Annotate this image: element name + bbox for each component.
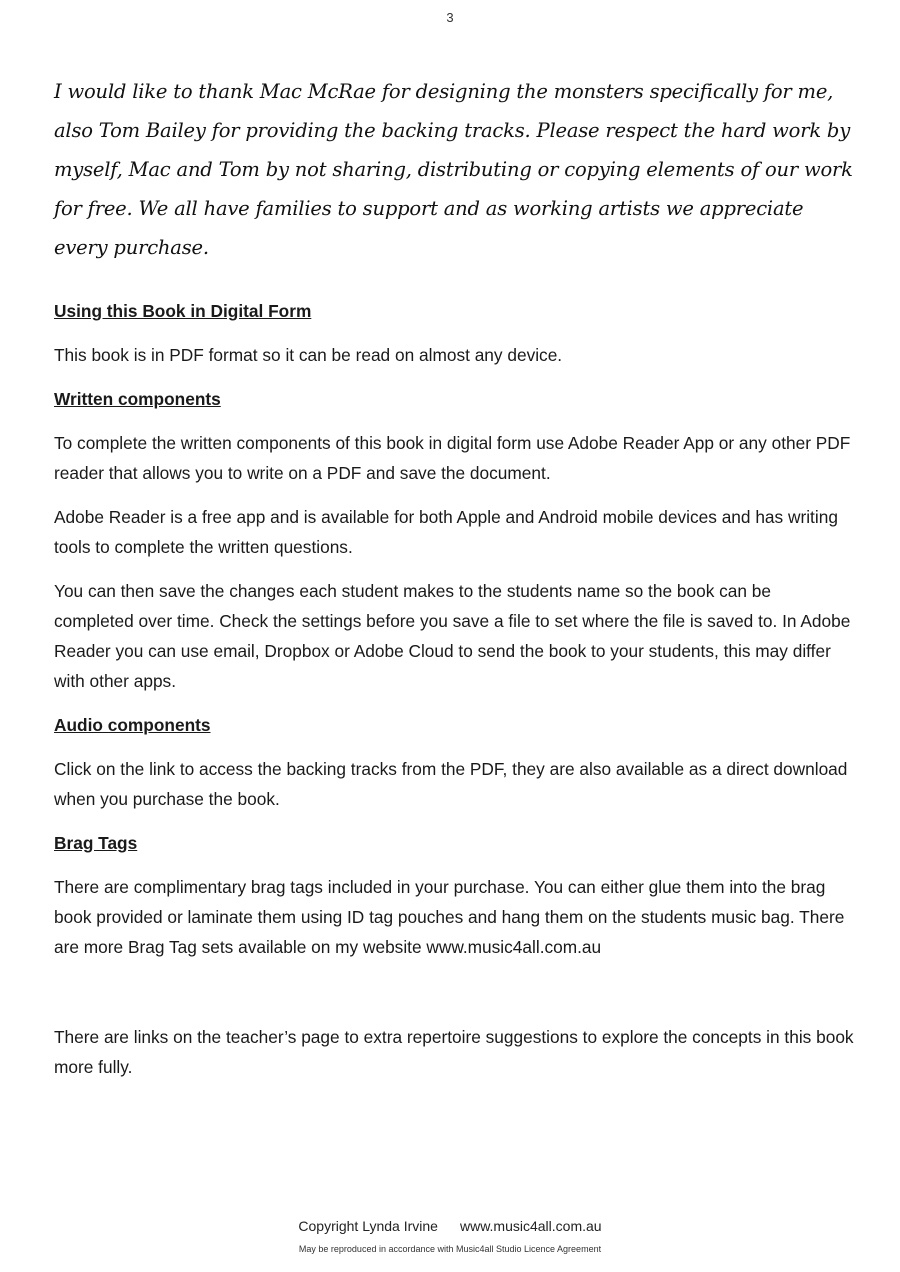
acknowledgement-text: I would like to thank Mac McRae for designing the monsters specifically for me, also Tom Bailey for providing the backing tracks. Please respect the hard work by myself, Mac and Tom by not sharing, distributing or copying elements of our work for free. We all have families to support and as working artists we appreciate every purchase. [54, 80, 853, 259]
heading-written-components: Written components [54, 389, 221, 409]
paragraph-written-3: You can then save the changes each student makes to the students name so the book can be completed over time. Check the settings before you save a file to set where the file is saved to. In Adobe Reader you can use email, Dropbox or Adobe Cloud to send the book to your students, this may differ with other apps. [54, 581, 851, 691]
heading-brag-tags: Brag Tags [54, 833, 138, 853]
paragraph-brag-tags: There are complimentary brag tags included in your purchase. You can either glue them into the brag book provided or laminate them using ID tag pouches and hang them on the students music bag. There are more Brag Tag sets available on my website www.music4all.com.au [54, 877, 845, 957]
footer-licence: May be reproduced in accordance with Music4all Studio Licence Agreement [298, 1244, 602, 1254]
heading-audio-components: Audio components [54, 715, 211, 735]
footer-copyright-line [0, 1216, 900, 1236]
paragraph-written-1: To complete the written components of this book in digital form use Adobe Reader App or any other PDF reader that allows you to write on a PDF and save the document. [54, 433, 851, 483]
footer-copyright: Copyright Lynda Irvine [298, 1218, 438, 1234]
page-footer [0, 1216, 900, 1256]
footer-website: www.music4all.com.au [459, 1218, 602, 1234]
paragraph-digital-form: This book is in PDF format so it can be read on almost any device. [54, 345, 563, 365]
page-number: 3 [446, 10, 454, 25]
paragraph-links-note: There are links on the teacher’s page to extra repertoire suggestions to explore the concepts in this book more fully. [54, 1027, 854, 1077]
heading-digital-form: Using this Book in Digital Form [54, 301, 312, 321]
page-content [54, 296, 854, 1082]
paragraph-written-2: Adobe Reader is a free app and is available for both Apple and Android mobile devices and has writing tools to complete the written questions. [54, 507, 838, 557]
paragraph-audio: Click on the link to access the backing tracks from the PDF, they are also available as a direct download when you purchase the book. [54, 759, 848, 809]
